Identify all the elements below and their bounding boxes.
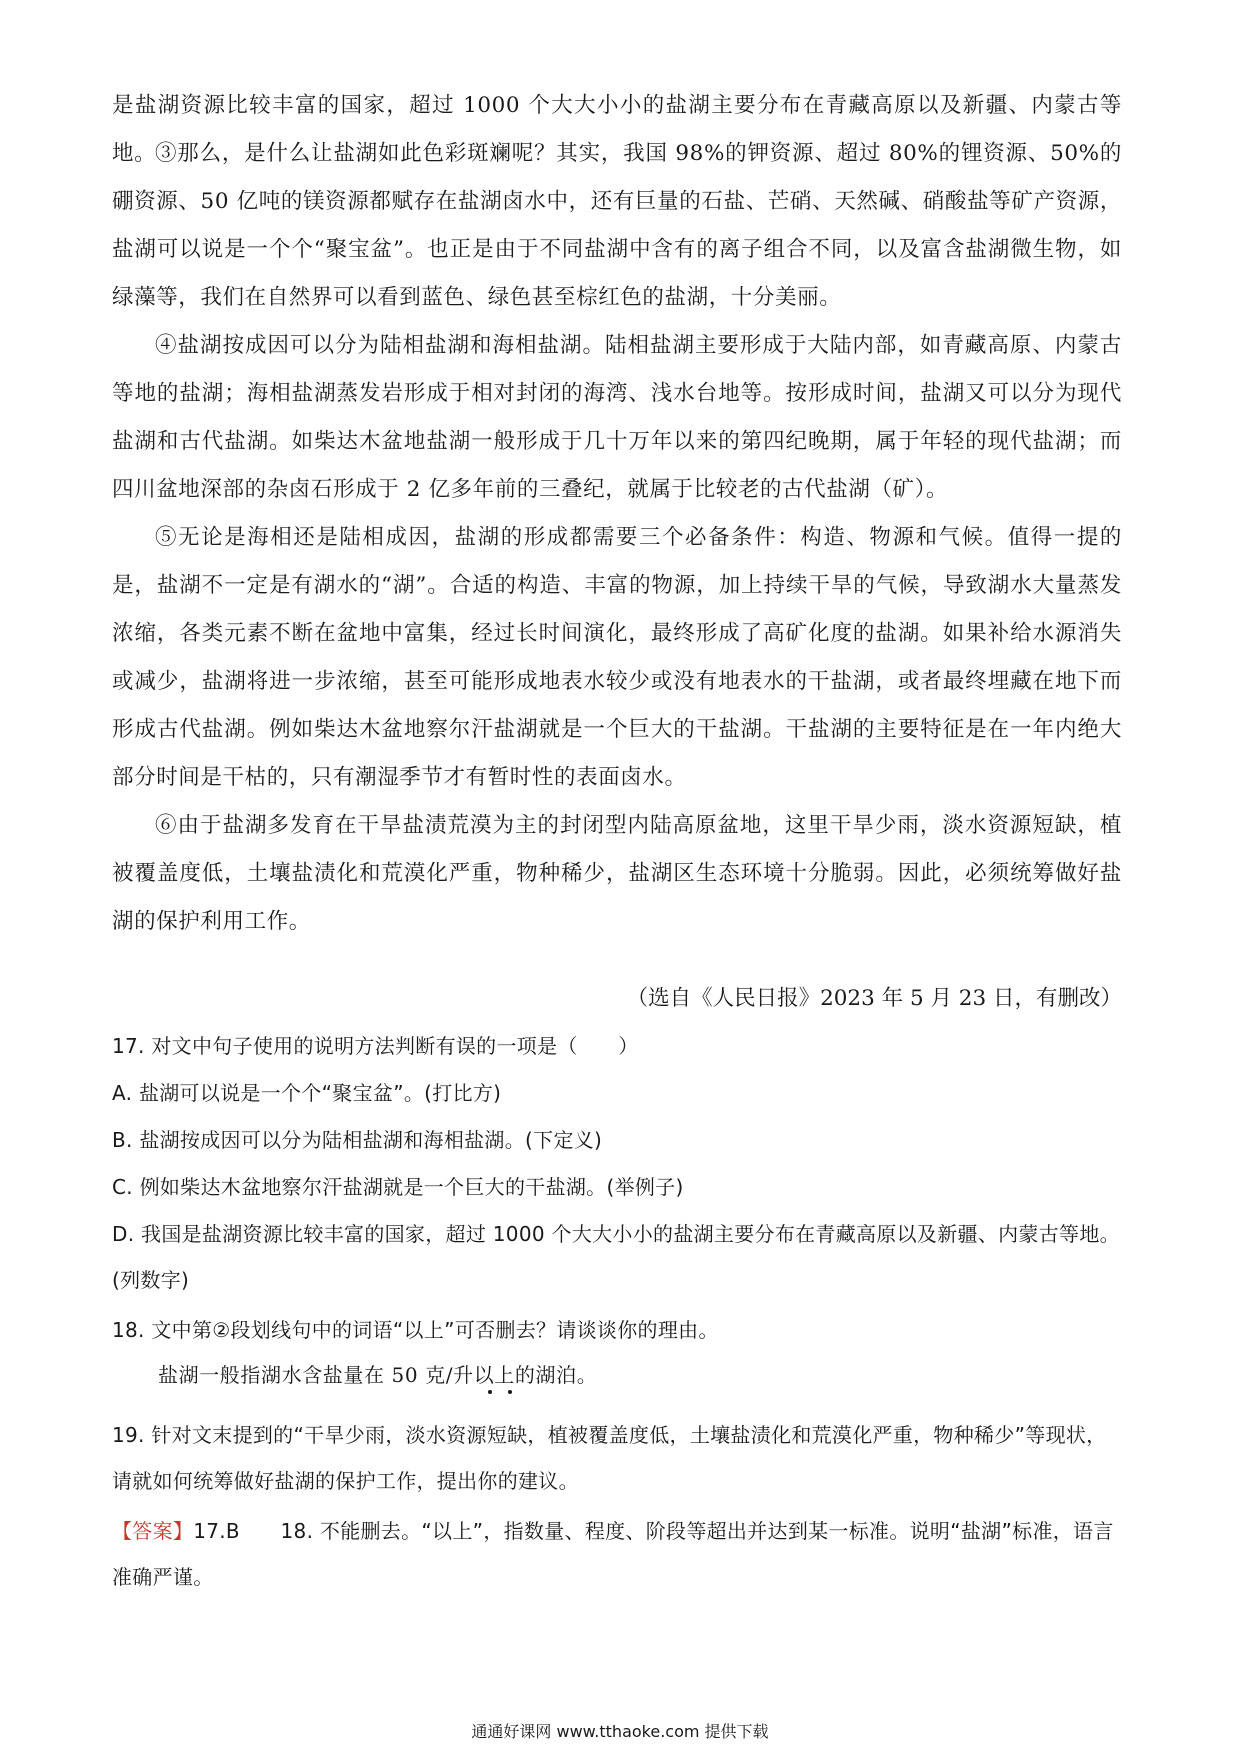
- passage-paragraph-3: ③那么，是什么让盐湖如此色彩斑斓呢？其实，我国 98%的钾资源、超过 80%的锂资源、50%的硼资源、50 亿吨的镁资源都赋存在盐湖卤水中，还有巨量的石盐、芒硝、天然碱、硝酸盐等矿产资源，盐湖可以说是一个个“聚宝盆”。也正是由于不同盐湖中含有的离子组合不同，以及富含盐湖微生物，如绿藻等，我们在自然界可以看到蓝色、绿色甚至棕红色的盐湖，十分美丽。: [112, 141, 1122, 310]
- question-18-quote: 盐湖一般指湖水含盐量在 50 克/升以上的湖泊。: [158, 1363, 598, 1387]
- answer-text: 17.B 18. 不能删去。“以上”，指数量、程度、阶段等超出并达到某一标准。说明“盐湖”标准，语言准确严谨。: [112, 1519, 1114, 1589]
- question-17-option-c: C. 例如柴达木盆地察尔汗盐湖就是一个巨大的干盐湖。(举例子): [112, 1175, 684, 1199]
- question-17: 17. 对文中句子使用的说明方法判断有误的一项是（ ）: [112, 1034, 639, 1058]
- question-17-option-a: A. 盐湖可以说是一个个“聚宝盆”。(打比方): [112, 1081, 502, 1105]
- emphasis-dots: [484, 1390, 524, 1396]
- passage-paragraph-2-tail: 是盐湖资源比较丰富的国家，超过 1000 个大大小小的盐湖主要分布在青藏高原以及新疆、内蒙古等地。: [112, 93, 1122, 166]
- question-17-option-d: D. 我国是盐湖资源比较丰富的国家，超过 1000 个大大小小的盐湖主要分布在青藏高原以及新疆、内蒙古等地。(列数字): [112, 1222, 1120, 1292]
- answer-tag: 【答案】: [112, 1519, 194, 1543]
- passage-paragraph-6: ⑥由于盐湖多发育在干旱盐渍荒漠为主的封闭型内陆高原盆地，这里干旱少雨，淡水资源短缺，植被覆盖度低，土壤盐渍化和荒漠化严重，物种稀少，盐湖区生态环境十分脆弱。因此，必须统筹做好盐湖的保护利用工作。: [112, 813, 1122, 934]
- question-18: 18. 文中第②段划线句中的词语“以上”可否删去？请谈谈你的理由。: [112, 1318, 719, 1342]
- page-footer: 通通好课网 www.tthaoke.com 提供下载: [471, 1722, 769, 1741]
- answer-block: [112, 1508, 1122, 1600]
- passage-paragraph-5: ⑤无论是海相还是陆相成因，盐湖的形成都需要三个必备条件：构造、物源和气候。值得一提的是，盐湖不一定是有湖水的“湖”。合适的构造、丰富的物源，加上持续干旱的气候，导致湖水大量蒸发浓缩，各类元素不断在盆地中富集，经过长时间演化，最终形成了高矿化度的盐湖。如果补给水源消失或减少，盐湖将进一步浓缩，甚至可能形成地表水较少或没有地表水的干盐湖，或者最终埋藏在地下而形成古代盐湖。例如柴达木盆地察尔汗盐湖就是一个巨大的干盐湖。干盐湖的主要特征是在一年内绝大部分时间是干枯的，只有潮湿季节才有暂时性的表面卤水。: [112, 525, 1122, 790]
- question-19: 19. 针对文末提到的“干旱少雨，淡水资源短缺，植被覆盖度低，土壤盐渍化和荒漠化严重，物种稀少”等现状，请就如何统筹做好盐湖的保护工作，提出你的建议。: [112, 1423, 1107, 1493]
- question-17-option-b: B. 盐湖按成因可以分为陆相盐湖和海相盐湖。(下定义): [112, 1128, 603, 1152]
- passage-source: （选自《人民日报》2023 年 5 月 23 日，有删改）: [626, 986, 1122, 1011]
- passage-paragraph-4: ④盐湖按成因可以分为陆相盐湖和海相盐湖。陆相盐湖主要形成于大陆内部，如青藏高原、内蒙古等地的盐湖；海相盐湖蒸发岩形成于相对封闭的海湾、浅水台地等。按形成时间，盐湖又可以分为现代盐湖和古代盐湖。如柴达木盆地盐湖一般形成于几十万年以来的第四纪晚期，属于年轻的现代盐湖；而四川盆地深部的杂卤石形成于 2 亿多年前的三叠纪，就属于比较老的古代盐湖（矿）。: [112, 333, 1122, 502]
